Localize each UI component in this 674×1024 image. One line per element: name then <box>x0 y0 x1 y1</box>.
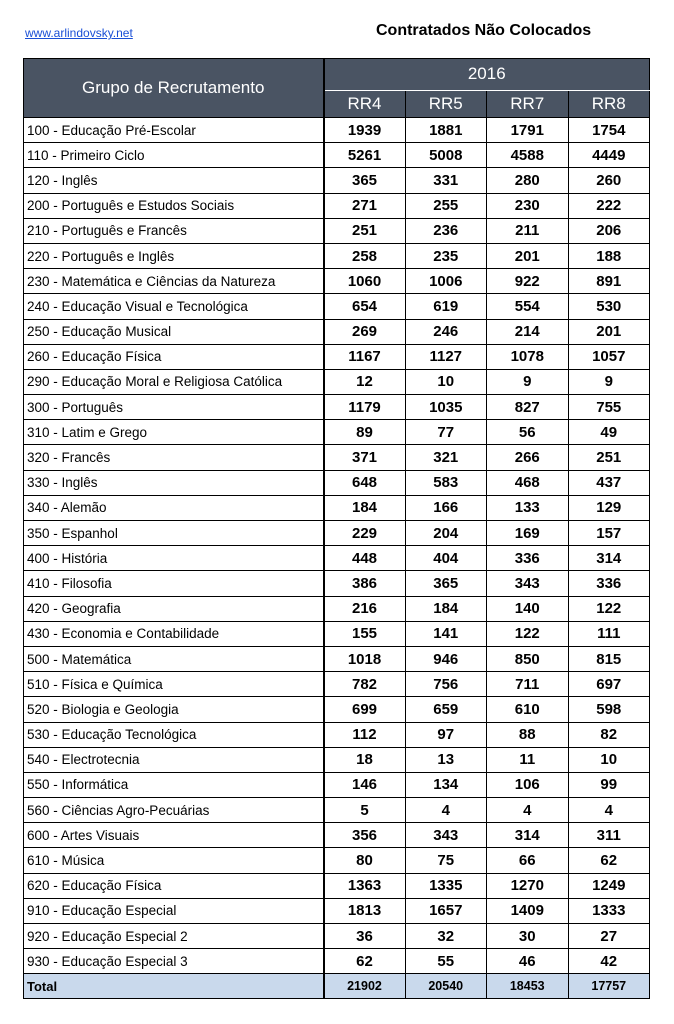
group-label: 230 - Matemática e Ciências da Natureza <box>24 269 324 294</box>
table-body <box>24 118 650 999</box>
table-row <box>24 646 650 671</box>
value-cell-rr5: 1881 <box>405 118 487 143</box>
value-cell-rr7: 4 <box>487 798 569 823</box>
group-label: 610 - Música <box>24 848 324 873</box>
table-row <box>24 420 650 445</box>
group-label: 240 - Educação Visual e Tecnológica <box>24 294 324 319</box>
value-cell-rr8: 4 <box>568 798 650 823</box>
value-cell-rr5: 946 <box>405 646 487 671</box>
value-cell-rr5: 343 <box>405 823 487 848</box>
value-cell-rr8: 1249 <box>568 873 650 898</box>
value-cell-rr7: 122 <box>487 621 569 646</box>
group-label: 110 - Primeiro Ciclo <box>24 143 324 168</box>
value-cell-rr8: 62 <box>568 848 650 873</box>
value-cell-rr4: 654 <box>324 294 406 319</box>
value-cell-rr5: 184 <box>405 596 487 621</box>
value-cell-rr7: 66 <box>487 848 569 873</box>
value-cell-rr5: 1335 <box>405 873 487 898</box>
value-cell-rr7: 133 <box>487 495 569 520</box>
website-link[interactable]: www.arlindovsky.net <box>25 26 133 40</box>
value-cell-rr7: 201 <box>487 243 569 268</box>
value-cell-rr5: 659 <box>405 697 487 722</box>
value-cell-rr4: 112 <box>324 722 406 747</box>
value-cell-rr8: 49 <box>568 420 650 445</box>
value-cell-rr4: 184 <box>324 495 406 520</box>
table-row <box>24 294 650 319</box>
group-label: 120 - Inglês <box>24 168 324 193</box>
value-cell-rr7: 9 <box>487 369 569 394</box>
total-label: Total <box>24 974 324 999</box>
table-header <box>24 59 650 118</box>
value-cell-rr4: 251 <box>324 218 406 243</box>
value-cell-rr4: 229 <box>324 521 406 546</box>
table-row <box>24 949 650 974</box>
group-label: 620 - Educação Física <box>24 873 324 898</box>
value-cell-rr4: 5261 <box>324 143 406 168</box>
value-cell-rr5: 321 <box>405 445 487 470</box>
table-row <box>24 470 650 495</box>
value-cell-rr5: 404 <box>405 546 487 571</box>
value-cell-rr8: 99 <box>568 772 650 797</box>
group-label: 520 - Biologia e Geologia <box>24 697 324 722</box>
value-cell-rr5: 97 <box>405 722 487 747</box>
table-row <box>24 193 650 218</box>
table-row <box>24 924 650 949</box>
value-cell-rr4: 1018 <box>324 646 406 671</box>
value-cell-rr4: 782 <box>324 672 406 697</box>
value-cell-rr8: 311 <box>568 823 650 848</box>
value-cell-rr7: 140 <box>487 596 569 621</box>
value-cell-rr7: 56 <box>487 420 569 445</box>
value-cell-rr8: 1057 <box>568 344 650 369</box>
value-cell-rr8: 755 <box>568 395 650 420</box>
value-cell-rr5: 5008 <box>405 143 487 168</box>
group-label: 400 - História <box>24 546 324 571</box>
value-cell-rr7: 88 <box>487 722 569 747</box>
value-cell-rr7: 211 <box>487 218 569 243</box>
value-cell-rr8: 314 <box>568 546 650 571</box>
value-cell-rr5: 255 <box>405 193 487 218</box>
value-cell-rr5: 134 <box>405 772 487 797</box>
value-cell-rr4: 699 <box>324 697 406 722</box>
value-cell-rr4: 371 <box>324 445 406 470</box>
page-title: Contratados Não Colocados <box>376 22 592 39</box>
value-cell-rr7: 1409 <box>487 898 569 923</box>
table-row <box>24 168 650 193</box>
value-cell-rr8: 336 <box>568 571 650 596</box>
group-label: 330 - Inglês <box>24 470 324 495</box>
value-cell-rr5: 235 <box>405 243 487 268</box>
value-cell-rr5: 365 <box>405 571 487 596</box>
column-header-rr4: RR4 <box>324 90 406 117</box>
value-cell-rr7: 336 <box>487 546 569 571</box>
value-cell-rr5: 4 <box>405 798 487 823</box>
group-label: 290 - Educação Moral e Religiosa Católica <box>24 369 324 394</box>
group-label: 210 - Português e Francês <box>24 218 324 243</box>
table-row <box>24 621 650 646</box>
table-row <box>24 697 650 722</box>
group-label: 550 - Informática <box>24 772 324 797</box>
table-row <box>24 243 650 268</box>
value-cell-rr4: 1167 <box>324 344 406 369</box>
table-row <box>24 445 650 470</box>
value-cell-rr5: 77 <box>405 420 487 445</box>
group-label: 320 - Francês <box>24 445 324 470</box>
value-cell-rr8: 17757 <box>568 974 650 999</box>
value-cell-rr4: 258 <box>324 243 406 268</box>
table-row <box>24 218 650 243</box>
group-label: 300 - Português <box>24 395 324 420</box>
value-cell-rr4: 269 <box>324 319 406 344</box>
value-cell-rr4: 271 <box>324 193 406 218</box>
value-cell-rr5: 141 <box>405 621 487 646</box>
value-cell-rr7: 1270 <box>487 873 569 898</box>
table-row <box>24 269 650 294</box>
column-header-rr8: RR8 <box>568 90 650 117</box>
value-cell-rr4: 18 <box>324 747 406 772</box>
value-cell-rr5: 1006 <box>405 269 487 294</box>
value-cell-rr8: 206 <box>568 218 650 243</box>
table-row <box>24 143 650 168</box>
table-row <box>24 772 650 797</box>
table-row <box>24 873 650 898</box>
value-cell-rr5: 246 <box>405 319 487 344</box>
value-cell-rr5: 331 <box>405 168 487 193</box>
value-cell-rr4: 216 <box>324 596 406 621</box>
value-cell-rr8: 222 <box>568 193 650 218</box>
value-cell-rr7: 46 <box>487 949 569 974</box>
group-label: 340 - Alemão <box>24 495 324 520</box>
value-cell-rr8: 697 <box>568 672 650 697</box>
value-cell-rr8: 129 <box>568 495 650 520</box>
value-cell-rr8: 10 <box>568 747 650 772</box>
value-cell-rr4: 89 <box>324 420 406 445</box>
value-cell-rr4: 1060 <box>324 269 406 294</box>
value-cell-rr5: 10 <box>405 369 487 394</box>
value-cell-rr7: 314 <box>487 823 569 848</box>
table-row <box>24 747 650 772</box>
table-row <box>24 823 650 848</box>
value-cell-rr5: 583 <box>405 470 487 495</box>
value-cell-rr8: 201 <box>568 319 650 344</box>
value-cell-rr7: 106 <box>487 772 569 797</box>
table-row <box>24 722 650 747</box>
group-column-header: Grupo de Recrutamento <box>24 59 324 118</box>
value-cell-rr4: 12 <box>324 369 406 394</box>
group-label: 100 - Educação Pré-Escolar <box>24 118 324 143</box>
table-row <box>24 798 650 823</box>
value-cell-rr8: 598 <box>568 697 650 722</box>
value-cell-rr7: 214 <box>487 319 569 344</box>
group-label: 410 - Filosofia <box>24 571 324 596</box>
value-cell-rr5: 619 <box>405 294 487 319</box>
value-cell-rr4: 62 <box>324 949 406 974</box>
value-cell-rr7: 280 <box>487 168 569 193</box>
value-cell-rr8: 42 <box>568 949 650 974</box>
value-cell-rr8: 815 <box>568 646 650 671</box>
value-cell-rr8: 157 <box>568 521 650 546</box>
group-label: 560 - Ciências Agro-Pecuárias <box>24 798 324 823</box>
value-cell-rr8: 27 <box>568 924 650 949</box>
table-row <box>24 521 650 546</box>
value-cell-rr7: 30 <box>487 924 569 949</box>
group-label: 510 - Física e Química <box>24 672 324 697</box>
table-row <box>24 344 650 369</box>
value-cell-rr5: 1657 <box>405 898 487 923</box>
table-row <box>24 319 650 344</box>
group-label: 530 - Educação Tecnológica <box>24 722 324 747</box>
value-cell-rr4: 1363 <box>324 873 406 898</box>
value-cell-rr7: 343 <box>487 571 569 596</box>
value-cell-rr7: 850 <box>487 646 569 671</box>
value-cell-rr7: 711 <box>487 672 569 697</box>
value-cell-rr4: 1813 <box>324 898 406 923</box>
value-cell-rr7: 266 <box>487 445 569 470</box>
value-cell-rr7: 4588 <box>487 143 569 168</box>
value-cell-rr4: 21902 <box>324 974 406 999</box>
table-row <box>24 672 650 697</box>
table-row <box>24 848 650 873</box>
group-label: 600 - Artes Visuais <box>24 823 324 848</box>
value-cell-rr5: 756 <box>405 672 487 697</box>
group-label: 910 - Educação Especial <box>24 898 324 923</box>
value-cell-rr7: 230 <box>487 193 569 218</box>
total-row <box>24 974 650 999</box>
group-label: 430 - Economia e Contabilidade <box>24 621 324 646</box>
value-cell-rr8: 251 <box>568 445 650 470</box>
value-cell-rr5: 32 <box>405 924 487 949</box>
value-cell-rr8: 437 <box>568 470 650 495</box>
value-cell-rr5: 204 <box>405 521 487 546</box>
group-label: 310 - Latim e Grego <box>24 420 324 445</box>
table-row <box>24 571 650 596</box>
value-cell-rr8: 4449 <box>568 143 650 168</box>
table-row <box>24 546 650 571</box>
value-cell-rr7: 554 <box>487 294 569 319</box>
value-cell-rr7: 1078 <box>487 344 569 369</box>
value-cell-rr8: 260 <box>568 168 650 193</box>
table-row <box>24 596 650 621</box>
group-label: 250 - Educação Musical <box>24 319 324 344</box>
value-cell-rr8: 9 <box>568 369 650 394</box>
value-cell-rr7: 1791 <box>487 118 569 143</box>
value-cell-rr4: 155 <box>324 621 406 646</box>
group-label: 200 - Português e Estudos Sociais <box>24 193 324 218</box>
value-cell-rr8: 122 <box>568 596 650 621</box>
table-row <box>24 395 650 420</box>
group-label: 930 - Educação Especial 3 <box>24 949 324 974</box>
value-cell-rr4: 36 <box>324 924 406 949</box>
value-cell-rr7: 610 <box>487 697 569 722</box>
value-cell-rr7: 11 <box>487 747 569 772</box>
value-cell-rr7: 922 <box>487 269 569 294</box>
value-cell-rr8: 82 <box>568 722 650 747</box>
value-cell-rr5: 1035 <box>405 395 487 420</box>
column-header-rr5: RR5 <box>405 90 487 117</box>
value-cell-rr8: 188 <box>568 243 650 268</box>
value-cell-rr8: 1333 <box>568 898 650 923</box>
group-label: 220 - Português e Inglês <box>24 243 324 268</box>
column-header-rr7: RR7 <box>487 90 569 117</box>
value-cell-rr8: 1754 <box>568 118 650 143</box>
value-cell-rr8: 891 <box>568 269 650 294</box>
value-cell-rr8: 111 <box>568 621 650 646</box>
value-cell-rr5: 236 <box>405 218 487 243</box>
group-label: 500 - Matemática <box>24 646 324 671</box>
value-cell-rr4: 5 <box>324 798 406 823</box>
value-cell-rr4: 356 <box>324 823 406 848</box>
group-label: 540 - Electrotecnia <box>24 747 324 772</box>
value-cell-rr7: 169 <box>487 521 569 546</box>
group-label: 260 - Educação Física <box>24 344 324 369</box>
value-cell-rr4: 146 <box>324 772 406 797</box>
value-cell-rr5: 55 <box>405 949 487 974</box>
value-cell-rr4: 648 <box>324 470 406 495</box>
value-cell-rr7: 468 <box>487 470 569 495</box>
value-cell-rr4: 448 <box>324 546 406 571</box>
value-cell-rr5: 75 <box>405 848 487 873</box>
value-cell-rr5: 13 <box>405 747 487 772</box>
value-cell-rr5: 1127 <box>405 344 487 369</box>
recruitment-table <box>23 58 650 999</box>
table-row <box>24 369 650 394</box>
table-row <box>24 898 650 923</box>
value-cell-rr7: 18453 <box>487 974 569 999</box>
group-label: 420 - Geografia <box>24 596 324 621</box>
value-cell-rr5: 166 <box>405 495 487 520</box>
value-cell-rr4: 386 <box>324 571 406 596</box>
group-label: 350 - Espanhol <box>24 521 324 546</box>
table-row <box>24 495 650 520</box>
value-cell-rr5: 20540 <box>405 974 487 999</box>
value-cell-rr4: 365 <box>324 168 406 193</box>
value-cell-rr8: 530 <box>568 294 650 319</box>
value-cell-rr4: 80 <box>324 848 406 873</box>
table-row <box>24 118 650 143</box>
value-cell-rr7: 827 <box>487 395 569 420</box>
value-cell-rr4: 1179 <box>324 395 406 420</box>
group-label: 920 - Educação Especial 2 <box>24 924 324 949</box>
year-header: 2016 <box>324 59 650 91</box>
value-cell-rr4: 1939 <box>324 118 406 143</box>
